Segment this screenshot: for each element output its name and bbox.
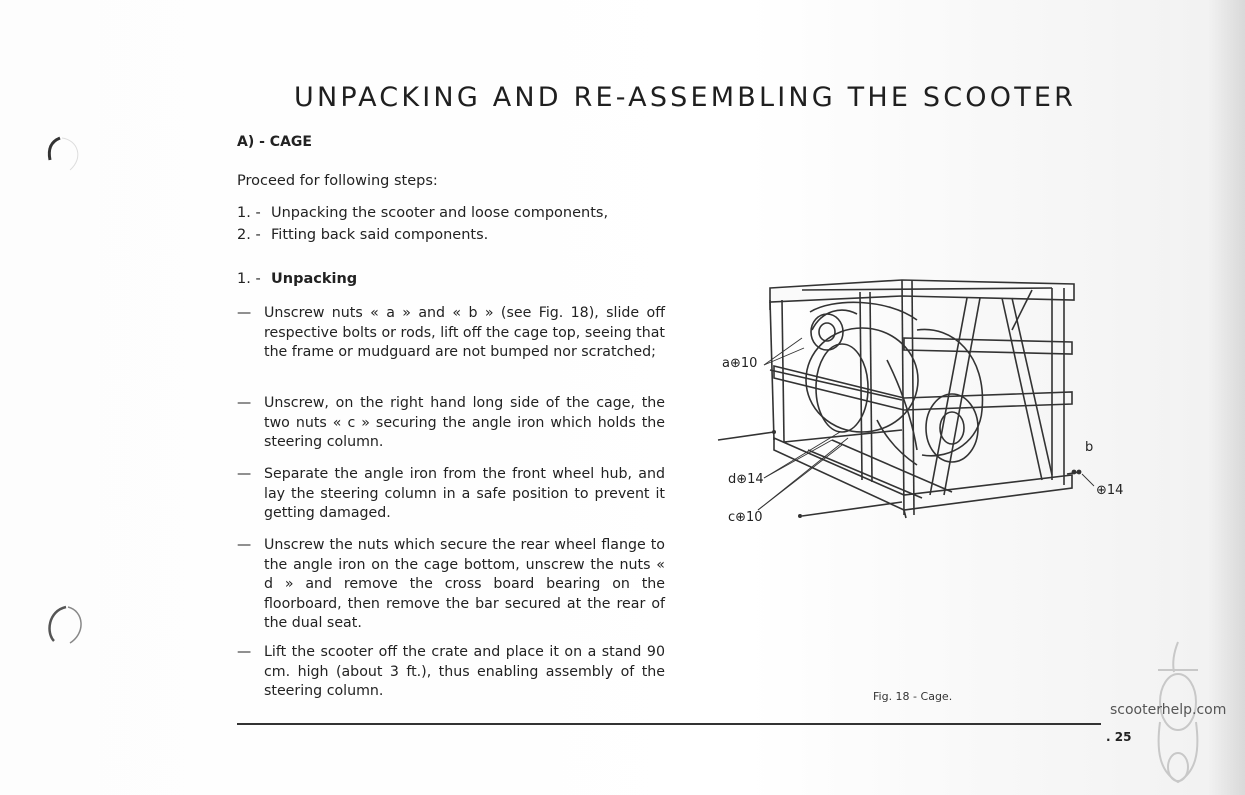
step-number: 2. - [237,227,261,243]
bullet-text: Lift the scooter off the crate and place it on a stand 90 cm. high (about 3 ft.), thus enabling assembly of the steering column. [264,644,665,700]
step-text: Unpacking the scooter and loose components, [271,205,609,221]
step-item [237,205,608,221]
subsection-label: Unpacking [271,271,358,287]
bullet-dash: — [237,395,252,411]
label-d: d⊕14 [728,472,764,487]
bullet-dash: — [237,537,252,553]
subsection-number: 1. - [237,271,261,287]
figure-caption: Fig. 18 - Cage. [873,690,953,703]
subsection-heading [237,271,357,287]
bullet-text: Unscrew nuts « a » and « b » (see Fig. 18), slide off respective bolts or rods, lift off the cage top, seeing that the frame or mudguard are not bumped nor scratched; [264,305,665,361]
label-b: b [1085,440,1094,455]
page-title: UNPACKING AND RE-ASSEMBLING THE SCOOTER [294,82,1077,113]
bullet-dash: — [237,466,252,482]
cage-illustration [712,270,1132,530]
instruction-bullet [237,643,665,702]
step-item [237,227,488,243]
bullet-dash: — [237,305,252,321]
instruction-bullet [237,394,665,453]
bullet-text: Separate the angle iron from the front wheel hub, and lay the steering column in a safe position to prevent it getting damaged. [264,466,665,522]
instruction-bullet [237,304,665,363]
watermark-text: scooterhelp.com [1110,702,1227,718]
label-c: c⊕10 [728,510,763,525]
section-heading: A) - CAGE [237,134,312,150]
instruction-bullet [237,465,665,524]
label-b-size: ⊕14 [1096,483,1124,498]
binder-mark-bottom [40,603,90,648]
bullet-text: Unscrew, on the right hand long side of the cage, the two nuts « c » securing the angle iron which holds the steering column. [264,395,665,451]
page-number: . 25 [1106,730,1132,744]
step-number: 1. - [237,205,261,221]
binder-mark-top [40,130,90,175]
footer-rule [237,723,1101,725]
intro-text: Proceed for following steps: [237,173,438,189]
bullet-text: Unscrew the nuts which secure the rear wheel flange to the angle iron on the cage bottom, unscrew the nuts « d » and remove the cross board bearing on the floorboard, then remove the bar secured at the rear of the dual seat. [264,537,665,632]
label-a: a⊕10 [722,356,758,371]
instruction-bullet [237,536,665,634]
bullet-dash: — [237,644,252,660]
step-text: Fitting back said components. [271,227,489,243]
